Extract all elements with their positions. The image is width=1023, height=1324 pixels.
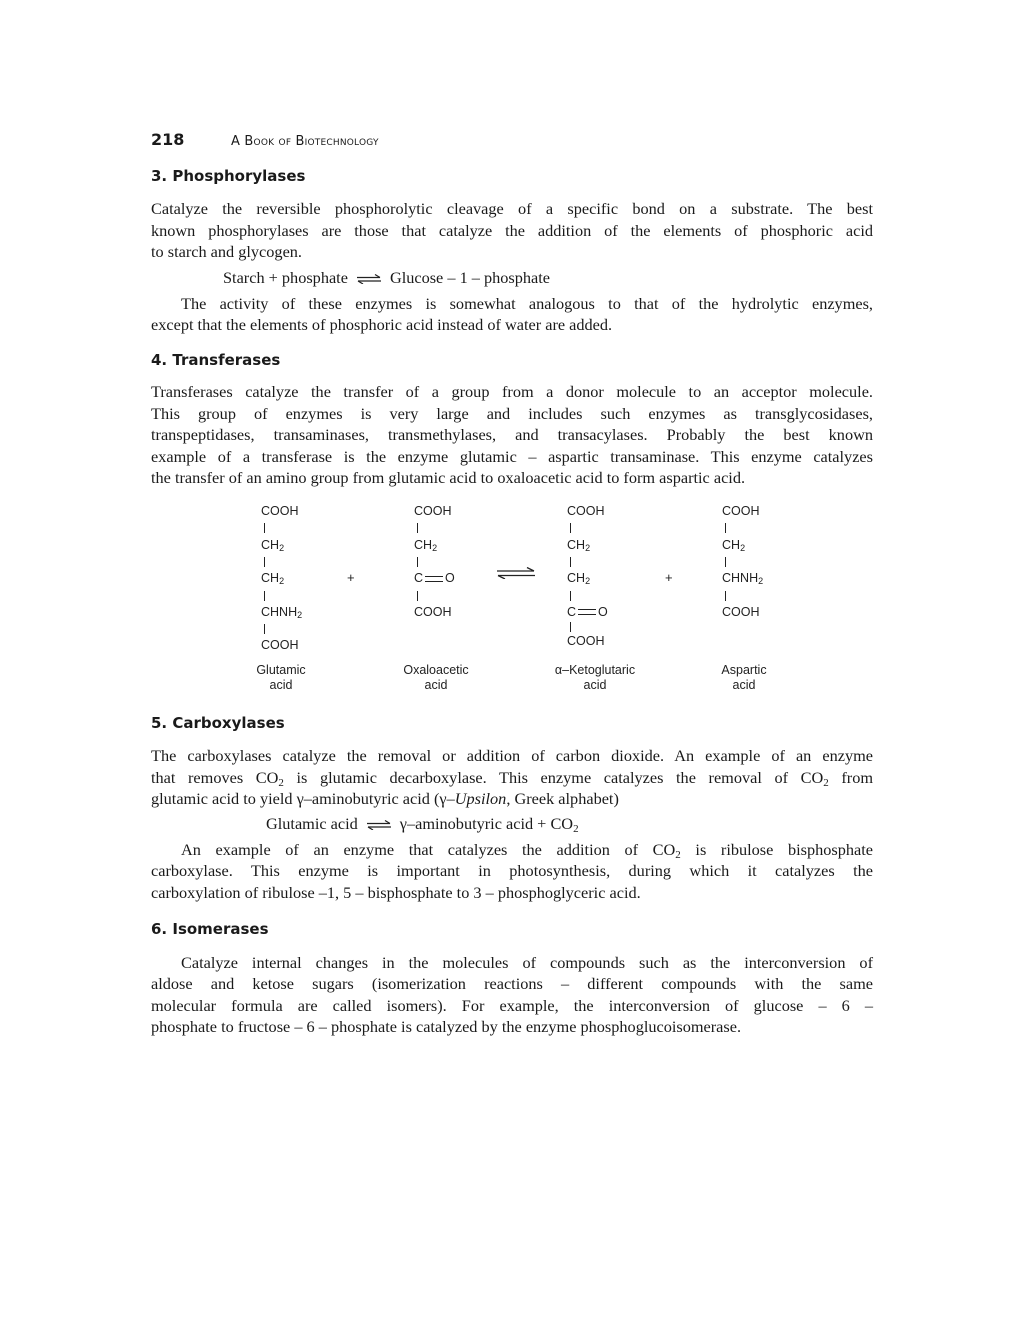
paragraph-carboxylases-2: An example of an enzyme that catalyzes the addition of $CO_2$ is ribulose bisphosphate carboxylase. This enzyme is important in photosynthesis, during which it catalyzes the carboxylation of ribulose –1, 5 – bisphosphate to 3 – phosphoglyceric acid. xyxy=(151,839,873,902)
section-heading-phosphorylases: 3. Phosphorylases xyxy=(151,167,306,185)
book-title: A Book of Biotechnology xyxy=(231,134,379,149)
equilibrium-arrow-icon xyxy=(356,274,382,284)
equation-decarboxylation: Glutamic acid γ–aminobutyric acid + $CO_2$ xyxy=(266,813,579,835)
bond-line xyxy=(264,591,265,601)
equilibrium-arrow-icon xyxy=(366,820,392,830)
section-heading-carboxylases: 5. Carboxylases xyxy=(151,713,285,732)
double-bond xyxy=(425,576,443,582)
paragraph-phosphorylases-2: The activity of these enzymes is somewhat analogous to that of the hydrolytic enzymes, except that the elements of phosphoric acid instead of water are added. xyxy=(151,293,873,335)
structure-aspartic-acid: COOH $CH_2$ $CHNH_2$ COOH xyxy=(722,503,764,619)
bond-line xyxy=(417,523,418,533)
bond-line xyxy=(725,557,726,567)
paragraph-transferases: Transferases catalyze the transfer of a group from a donor molecule to an acceptor molecule. This group of enzymes is very large and includes such enzymes as transglycosidases, transpeptidases, transaminases, transmethylases, and transacylases. Probably the best known example of a transferase is the enzyme glutamic – aspartic transaminase. This enzyme catalyzes the transfer of an amino group from glutamic acid to oxaloacetic acid to form aspartic acid. xyxy=(151,381,873,488)
bond-line xyxy=(264,557,265,567)
paragraph-phosphorylases-1: Catalyze the reversible phosphorolytic cleavage of a specific bond on a substrate. The best known phosphorylases are those that catalyze the addition of the elements of phosphoric acid to starch and glycogen. xyxy=(151,199,873,262)
equilibrium-arrow-icon xyxy=(496,567,536,582)
page-number: 218 xyxy=(151,130,185,149)
bond-line xyxy=(570,557,571,567)
bond-line xyxy=(570,523,571,533)
caption-oxaloacetic-acid: Oxaloacetic acid xyxy=(403,662,469,692)
bond-line xyxy=(725,591,726,601)
transamination-scheme xyxy=(151,503,873,713)
bond-line xyxy=(570,591,571,601)
paragraph-carboxylases-1: The carboxylases catalyze the removal or addition of carbon dioxide. An example of an enzyme that removes $CO_2$ is glutamic decarboxylase. This enzyme catalyzes the removal of $CO_2$ from glutamic acid to yield γ–aminobutyric acid (γ–Upsilon, Greek alphabet) xyxy=(151,745,874,809)
bond-line xyxy=(570,622,571,632)
bond-line xyxy=(264,523,265,533)
caption-aspartic-acid: Aspartic acid xyxy=(721,662,767,692)
equation-phosphorylase: Starch + phosphate Glucose – 1 – phosphate xyxy=(223,267,551,287)
section-heading-isomerases: 6. Isomerases xyxy=(151,919,269,938)
structure-glutamic-acid: COOH $CH_2$ $CH_2$ $CHNH_2$ COOH xyxy=(261,503,303,653)
section-heading-transferases: 4. Transferases xyxy=(151,350,281,369)
caption-ketoglutaric-acid: α–Ketoglutaric acid xyxy=(554,662,636,692)
structure-oxaloacetic-acid: COOH $CH_2$ C O COOH xyxy=(414,503,455,619)
plus-sign: + xyxy=(347,569,355,585)
paragraph-isomerases: Catalyze internal changes in the molecules of compounds such as the interconversion of aldose and ketose sugars (isomerization reactions – different compounds with the same molecular formula are called isomers). For example, the interconversion of glucose – 6 – phosphate to fructose – 6 – phosphate is catalyzed by the enzyme phosphoglucoisomerase. xyxy=(151,952,873,1037)
page-content xyxy=(151,130,873,1038)
structure-ketoglutaric-acid: COOH $CH_2$ $CH_2$ C O COOH xyxy=(567,503,608,648)
bond-line xyxy=(725,523,726,533)
bond-line xyxy=(417,557,418,567)
double-bond xyxy=(578,609,596,615)
running-header xyxy=(151,130,873,154)
bond-line xyxy=(417,591,418,601)
caption-glutamic-acid: Glutamic acid xyxy=(256,662,306,692)
plus-sign: + xyxy=(665,569,673,585)
bond-line xyxy=(264,624,265,634)
